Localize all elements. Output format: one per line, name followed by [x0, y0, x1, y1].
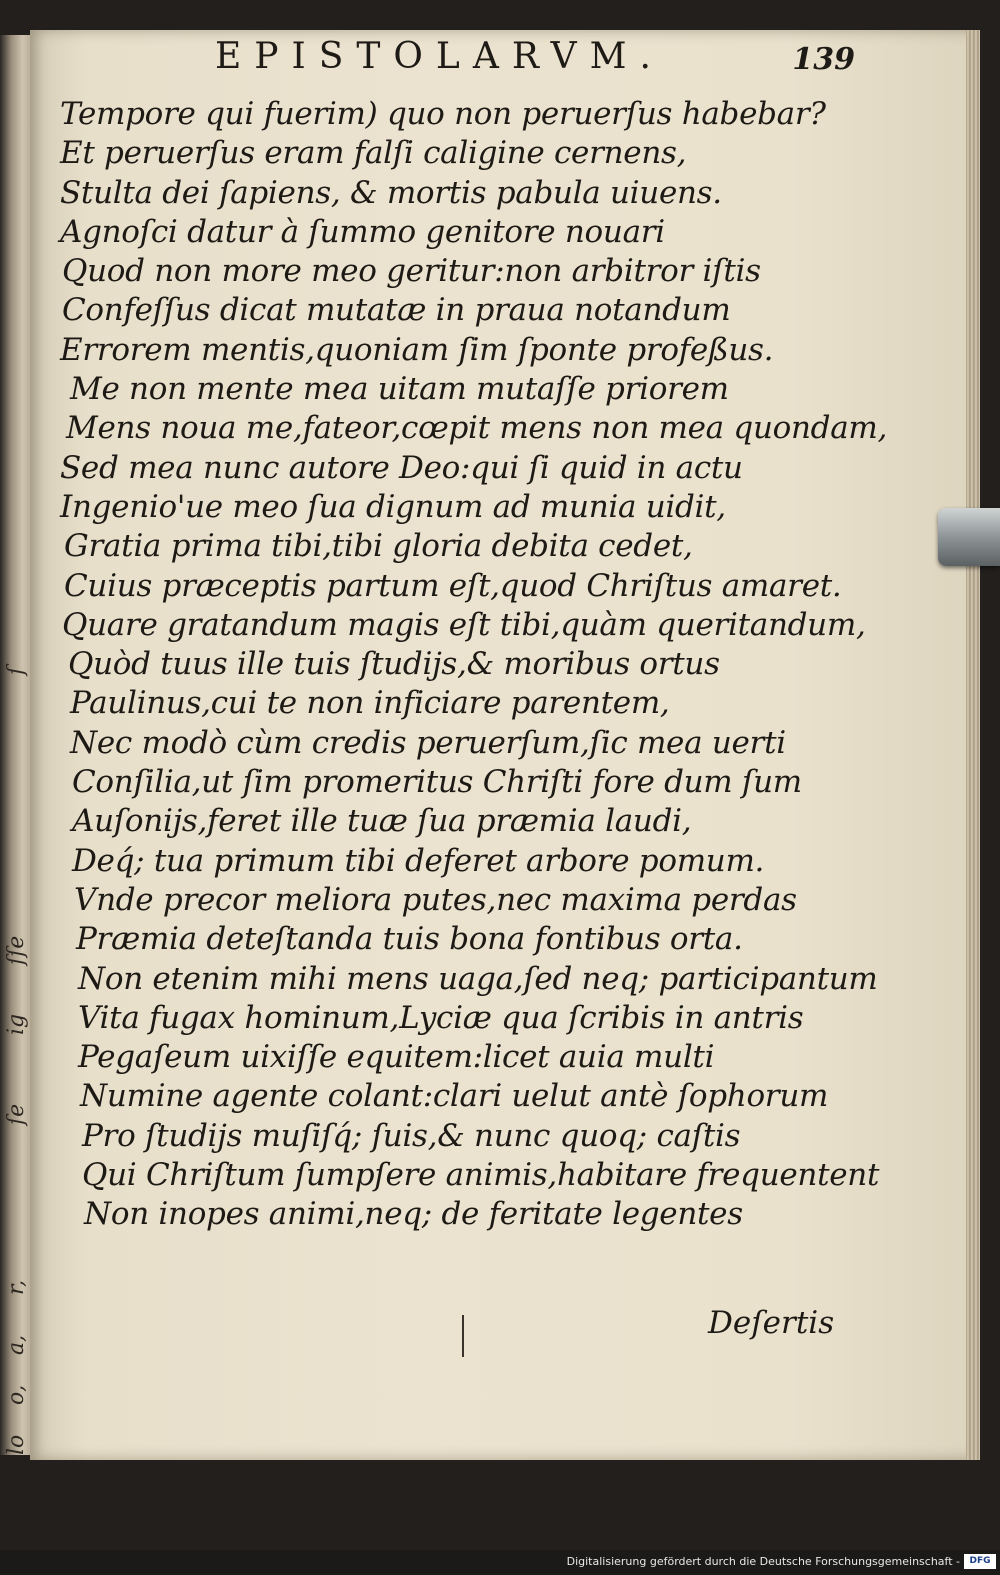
left-margin-glyph: ſſe [4, 935, 29, 965]
verse-line: Quare gratandum magis eſt tibi,quàm queritandum, [62, 606, 866, 643]
verse-line: Agnoſci datur à ſummo genitore nouari [60, 213, 665, 250]
page-number: 139 [792, 42, 855, 77]
verse-line: Non inopes animi,neq; de feritate legentes [84, 1196, 743, 1233]
verse-line: Tempore qui fuerim) quo non peruerſus habebar? [60, 96, 826, 132]
verse-line: Auſonijs,feret ille tuæ ſua præmia laudi, [72, 803, 692, 840]
left-margin-glyph: lo [4, 1434, 29, 1455]
page-clip [938, 508, 1000, 566]
verse-line: Quod non more meo geritur:non arbitror iſtis [62, 253, 761, 290]
verse-line: Stulta dei ſapiens, & mortis pabula uiuens. [60, 174, 722, 211]
verse-line: Et peruerſus eram falſi caligine cernens, [60, 135, 687, 172]
verse-line: Pegaſeum uixiſſe equitem:licet auia multi [78, 1039, 715, 1076]
verse-line: Vita fugax hominum,Lyciæ qua ſcribis in antris [78, 999, 804, 1036]
left-margin-glyph: ig [4, 1013, 29, 1035]
verse-line: Gratia prima tibi,tibi gloria debita cedet, [64, 528, 693, 565]
dfg-logo: DFG [964, 1554, 996, 1569]
center-fold-mark [462, 1315, 464, 1357]
page-edge-stack [966, 30, 980, 1460]
verse-line: Errorem mentis,quoniam ſim ſponte profeßus. [60, 331, 774, 368]
verse-line: Præmia deteſtanda tuis bona fontibus orta. [76, 921, 743, 958]
verse-line: Ingenio'ue meo ſua dignum ad munia uidit, [60, 488, 726, 525]
left-margin-glyph: ſe [4, 1103, 29, 1125]
verse-line: Conſilia,ut ſim promeritus Chriſti fore dum ſum [72, 764, 802, 801]
left-margin-glyph: a, [4, 1334, 29, 1355]
left-margin-glyph: r, [4, 1279, 29, 1295]
catchword: Deſertis [708, 1305, 835, 1341]
left-page-edge [0, 35, 32, 1455]
verse-line: Non etenim mihi mens uaga,ſed neq; participantum [78, 960, 878, 997]
footer-bar [0, 1550, 1000, 1575]
verse-line: Vnde precor meliora putes,nec maxima perdas [74, 881, 797, 918]
verse-line: Deq́; tua primum tibi deferet arbore pomum. [72, 842, 765, 879]
verse-block [60, 95, 888, 1235]
verse-line: Qui Chriſtum ſumpſere animis,habitare frequentent [82, 1157, 880, 1194]
verse-line: Paulinus,cui te non inficiare parentem, [70, 685, 670, 722]
verse-line: Cuius præceptis partum eſt,quod Chriſtus amaret. [64, 567, 842, 604]
left-margin-glyph: ſ [4, 666, 29, 675]
verse-line: Sed mea nunc autore Deo:qui ſi quid in actu [60, 449, 743, 486]
verse-line: Numine agente colant:clari uelut antè ſophorum [80, 1078, 829, 1115]
verse-line: Nec modò cùm credis peruerſum,ſic mea uerti [70, 724, 786, 761]
verse-line: Confeſſus dicat mutatæ in praua notandum [62, 292, 731, 329]
verse-line: Mens noua me,fateor,cœpit mens non mea quondam, [66, 410, 888, 447]
verse-line: Pro ſtudijs muſiſq́; ſuis,& nunc quoq; caſtis [82, 1117, 741, 1154]
page-header [170, 28, 910, 88]
verse-line: Quòd tuus ille tuis ſtudijs,& moribus ortus [68, 646, 720, 683]
verse-line: Me non mente mea uitam mutaſſe priorem [70, 371, 729, 408]
funding-credit: Digitalisierung gefördert durch die Deutsche Forschungsgemeinschaft - [566, 1555, 960, 1568]
left-margin-glyph: o, [4, 1384, 29, 1405]
running-head: EPISTOLARVM. [215, 36, 664, 77]
